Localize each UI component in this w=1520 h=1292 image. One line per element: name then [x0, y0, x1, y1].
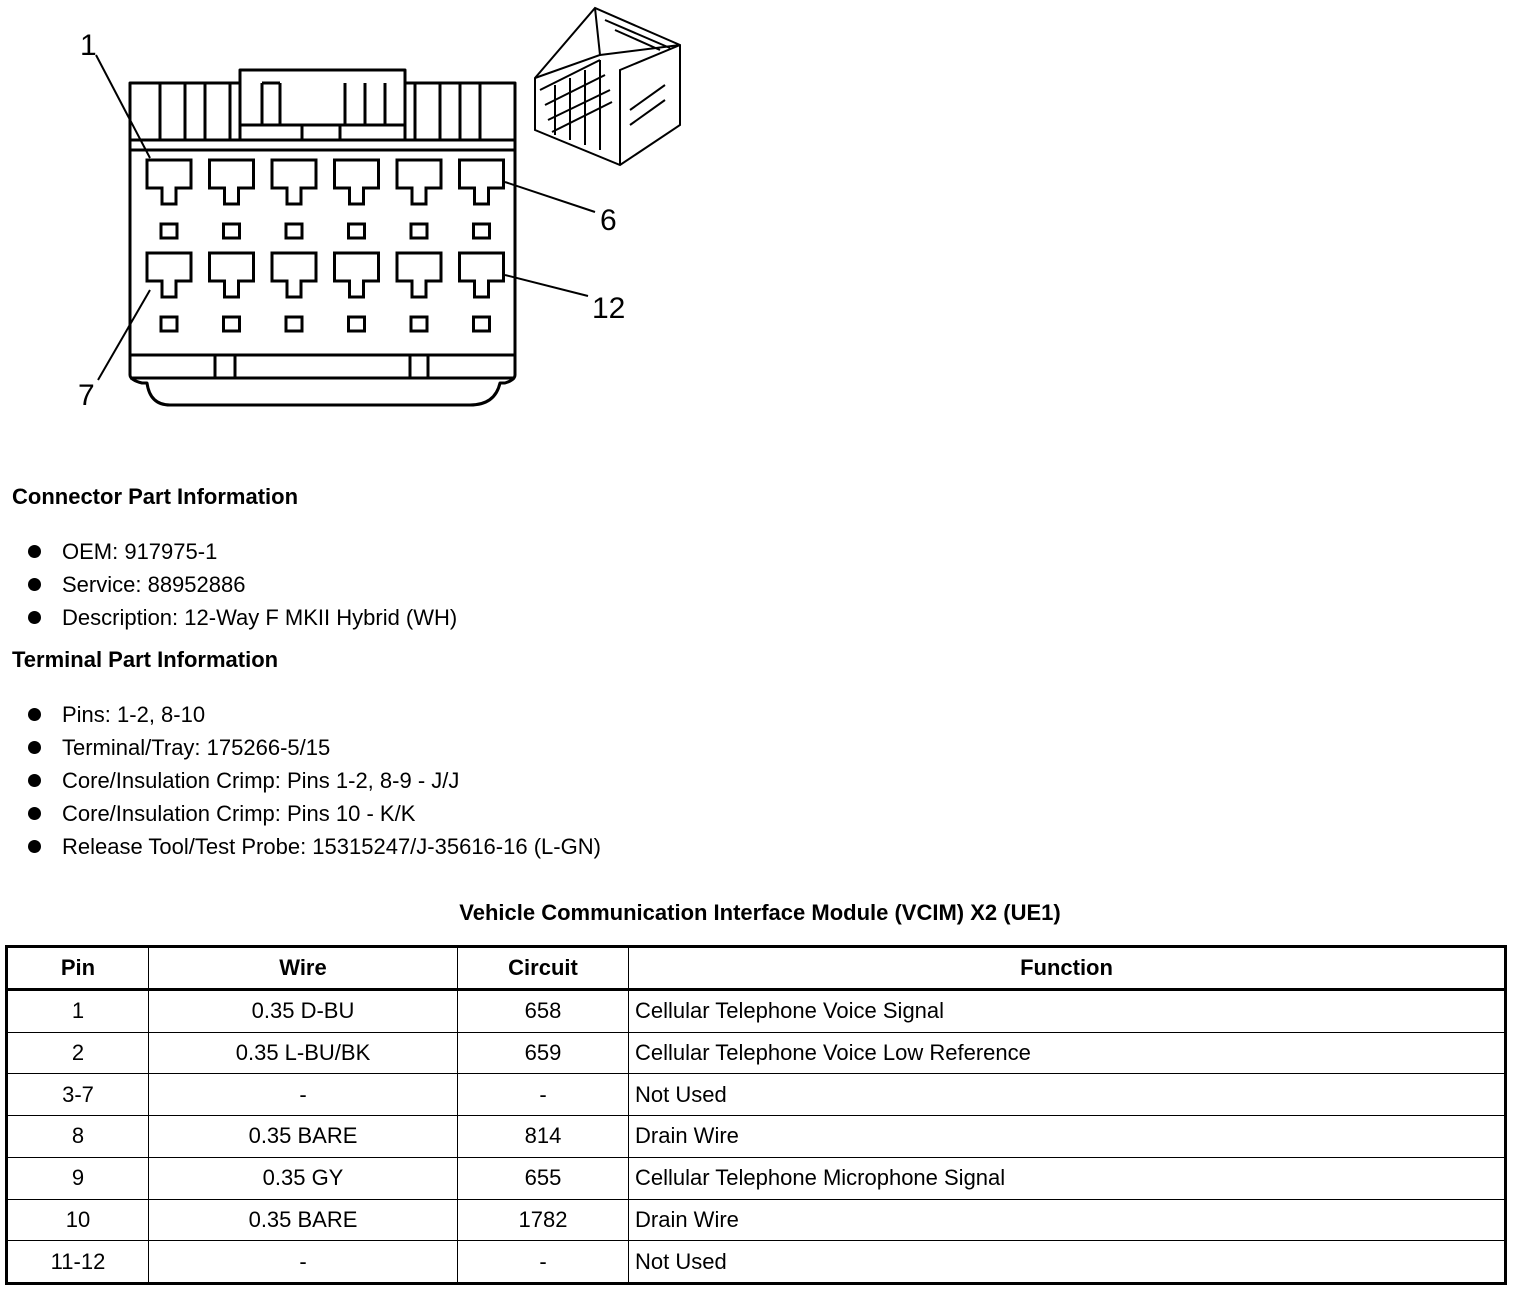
bullet-icon: [28, 708, 41, 721]
table-title: Vehicle Communication Interface Module (VCIM) X2 (UE1): [459, 900, 1061, 925]
cell-pin: 1: [7, 990, 149, 1033]
cell-circuit: 1782: [458, 1199, 629, 1241]
cell-wire: 0.35 BARE: [149, 1116, 458, 1158]
connector-diagram: [0, 0, 720, 430]
bullet-icon: [28, 741, 41, 754]
list-item: Service: 88952886: [28, 568, 457, 601]
list-item: OEM: 917975-1: [28, 535, 457, 568]
callout-label-1: 1: [80, 29, 97, 62]
pinout-table: [5, 945, 1507, 1285]
lock-window-1: [161, 224, 177, 238]
callout-line-7: [98, 290, 150, 380]
cell-function: Not Used: [629, 1241, 1506, 1284]
cell-function: Cellular Telephone Voice Signal: [629, 990, 1506, 1033]
column-header-wire: Wire: [149, 947, 458, 990]
cell-circuit: 655: [458, 1157, 629, 1199]
terminal-cavity-3: [272, 160, 316, 204]
cell-pin: 8: [7, 1116, 149, 1158]
terminal-cavity-8: [210, 253, 254, 297]
table-row: [7, 1157, 1506, 1199]
lock-window-9: [286, 317, 302, 331]
bullet-icon: [28, 840, 41, 853]
cell-circuit: 659: [458, 1032, 629, 1074]
table-row: [7, 1032, 1506, 1074]
cell-circuit: 814: [458, 1116, 629, 1158]
cell-function: Cellular Telephone Voice Low Reference: [629, 1032, 1506, 1074]
cell-wire: 0.35 BARE: [149, 1199, 458, 1241]
terminal-cavity-2: [210, 160, 254, 204]
table-row: [7, 1074, 1506, 1116]
lock-window-12: [474, 317, 490, 331]
list-item: Core/Insulation Crimp: Pins 10 - K/K: [28, 797, 601, 830]
cell-wire: 0.35 D-BU: [149, 990, 458, 1033]
column-header-circuit: Circuit: [458, 947, 629, 990]
cell-pin: 2: [7, 1032, 149, 1074]
terminal-info-list: [28, 698, 601, 863]
terminal-cavities: [147, 160, 504, 331]
lock-window-8: [224, 317, 240, 331]
cell-pin: 11-12: [7, 1241, 149, 1284]
list-item: Terminal/Tray: 175266-5/15: [28, 731, 601, 764]
bullet-icon: [28, 611, 41, 624]
cell-wire: 0.35 GY: [149, 1157, 458, 1199]
terminal-info-heading: Terminal Part Information: [12, 647, 279, 672]
list-item: Core/Insulation Crimp: Pins 1-2, 8-9 - J/J: [28, 764, 601, 797]
cell-circuit: -: [458, 1074, 629, 1116]
callout-line-12: [505, 275, 588, 296]
list-item: Description: 12-Way F MKII Hybrid (WH): [28, 601, 457, 634]
cell-pin: 3-7: [7, 1074, 149, 1116]
cell-wire: -: [149, 1241, 458, 1284]
cell-function: Cellular Telephone Microphone Signal: [629, 1157, 1506, 1199]
cell-pin: 10: [7, 1199, 149, 1241]
callout-line-6: [505, 182, 595, 212]
terminal-cavity-4: [335, 160, 379, 204]
table-row: [7, 1116, 1506, 1158]
lock-window-11: [411, 317, 427, 331]
callout-label-6: 6: [600, 204, 617, 237]
terminal-cavity-1: [147, 160, 191, 204]
list-item: Release Tool/Test Probe: 15315247/J-35616-16 (L-GN): [28, 830, 601, 863]
connector-info-heading: Connector Part Information: [12, 484, 299, 509]
cell-wire: 0.35 L-BU/BK: [149, 1032, 458, 1074]
connector-latch: [130, 83, 515, 150]
cell-circuit: -: [458, 1241, 629, 1284]
terminal-cavity-6: [460, 160, 504, 204]
terminal-cavity-11: [397, 253, 441, 297]
table-row: [7, 1241, 1506, 1284]
table-header-row: [7, 947, 1506, 990]
callout-label-12: 12: [592, 292, 626, 325]
cell-function: Drain Wire: [629, 1116, 1506, 1158]
lock-window-6: [474, 224, 490, 238]
terminal-cavity-9: [272, 253, 316, 297]
terminal-cavity-5: [397, 160, 441, 204]
bullet-icon: [28, 578, 41, 591]
cell-function: Drain Wire: [629, 1199, 1506, 1241]
cell-function: Not Used: [629, 1074, 1506, 1116]
connector-info-list: [28, 535, 457, 634]
bullet-icon: [28, 545, 41, 558]
column-header-pin: Pin: [7, 947, 149, 990]
table-row: [7, 1199, 1506, 1241]
column-header-function: Function: [629, 947, 1506, 990]
cell-wire: -: [149, 1074, 458, 1116]
bullet-icon: [28, 774, 41, 787]
connector-key: [130, 355, 515, 378]
lock-window-7: [161, 317, 177, 331]
callout-label-7: 7: [78, 379, 95, 412]
lock-window-4: [349, 224, 365, 238]
cell-circuit: 658: [458, 990, 629, 1033]
terminal-cavity-12: [460, 253, 504, 297]
list-item: Pins: 1-2, 8-10: [28, 698, 601, 731]
terminal-cavity-10: [335, 253, 379, 297]
table-row: [7, 990, 1506, 1033]
lock-window-2: [224, 224, 240, 238]
bullet-icon: [28, 807, 41, 820]
terminal-cavity-7: [147, 253, 191, 297]
cell-pin: 9: [7, 1157, 149, 1199]
lock-window-10: [349, 317, 365, 331]
callout-line-1: [96, 55, 150, 158]
connector-thumbnail: [535, 8, 680, 165]
lock-window-3: [286, 224, 302, 238]
lock-window-5: [411, 224, 427, 238]
